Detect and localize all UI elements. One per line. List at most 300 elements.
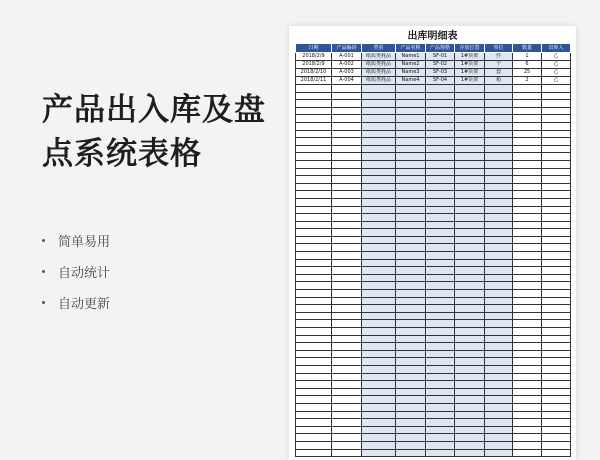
table-cell[interactable]	[542, 206, 571, 214]
table-cell[interactable]	[396, 312, 426, 320]
table-cell[interactable]	[296, 297, 332, 305]
table-cell[interactable]	[332, 221, 362, 229]
table-cell[interactable]	[396, 343, 426, 351]
table-cell[interactable]	[485, 328, 513, 336]
table-cell[interactable]	[455, 373, 485, 381]
table-cell[interactable]	[296, 343, 332, 351]
table-cell[interactable]	[332, 100, 362, 108]
table-cell[interactable]	[455, 145, 485, 153]
table-cell[interactable]	[362, 434, 396, 442]
table-cell[interactable]	[296, 365, 332, 373]
table-cell[interactable]	[485, 244, 513, 252]
table-cell[interactable]	[485, 297, 513, 305]
table-cell[interactable]	[513, 426, 542, 434]
table-cell[interactable]	[513, 198, 542, 206]
table-cell[interactable]	[542, 176, 571, 184]
table-cell[interactable]	[362, 198, 396, 206]
table-cell[interactable]	[332, 282, 362, 290]
table-cell[interactable]	[396, 130, 426, 138]
table-cell[interactable]	[426, 176, 455, 184]
table-cell[interactable]	[513, 282, 542, 290]
table-cell[interactable]	[362, 160, 396, 168]
table-cell[interactable]	[362, 274, 396, 282]
table-cell[interactable]	[426, 297, 455, 305]
table-cell[interactable]	[426, 229, 455, 237]
table-cell[interactable]	[426, 183, 455, 191]
table-cell[interactable]	[426, 221, 455, 229]
table-cell[interactable]	[396, 282, 426, 290]
table-cell[interactable]	[396, 290, 426, 298]
table-cell[interactable]	[396, 335, 426, 343]
table-cell[interactable]: 1#货架	[455, 61, 485, 69]
table-cell[interactable]	[542, 160, 571, 168]
table-cell[interactable]	[396, 358, 426, 366]
table-cell[interactable]	[455, 441, 485, 449]
table-cell[interactable]	[396, 206, 426, 214]
table-cell[interactable]	[513, 145, 542, 153]
table-cell[interactable]	[426, 236, 455, 244]
table-cell[interactable]: 乙	[542, 77, 571, 85]
table-cell[interactable]	[455, 419, 485, 427]
table-cell[interactable]	[455, 282, 485, 290]
table-cell[interactable]	[396, 198, 426, 206]
table-cell[interactable]	[542, 365, 571, 373]
table-cell[interactable]	[332, 274, 362, 282]
table-cell[interactable]	[426, 381, 455, 389]
table-cell[interactable]	[296, 214, 332, 222]
table-cell[interactable]	[542, 290, 571, 298]
table-cell[interactable]	[485, 358, 513, 366]
table-cell[interactable]	[362, 282, 396, 290]
table-cell[interactable]	[513, 297, 542, 305]
table-cell[interactable]	[485, 145, 513, 153]
table-cell[interactable]	[542, 221, 571, 229]
table-cell[interactable]	[332, 176, 362, 184]
table-cell[interactable]	[513, 396, 542, 404]
table-cell[interactable]	[513, 381, 542, 389]
table-cell[interactable]	[485, 176, 513, 184]
table-cell[interactable]	[396, 411, 426, 419]
table-cell[interactable]: 2	[513, 77, 542, 85]
table-cell[interactable]: SF-03	[426, 69, 455, 77]
table-cell[interactable]: 2018/2/11	[296, 77, 332, 85]
table-cell[interactable]	[485, 259, 513, 267]
table-cell[interactable]	[332, 381, 362, 389]
table-cell[interactable]: 件	[485, 53, 513, 61]
table-cell[interactable]	[296, 153, 332, 161]
table-cell[interactable]	[332, 388, 362, 396]
table-cell[interactable]	[362, 221, 396, 229]
table-cell[interactable]	[296, 244, 332, 252]
table-cell[interactable]	[362, 183, 396, 191]
table-cell[interactable]	[513, 229, 542, 237]
table-cell[interactable]	[426, 92, 455, 100]
table-cell[interactable]	[542, 358, 571, 366]
table-cell[interactable]	[513, 214, 542, 222]
table-cell[interactable]	[396, 100, 426, 108]
table-cell[interactable]	[396, 115, 426, 123]
table-cell[interactable]	[296, 138, 332, 146]
table-cell[interactable]	[426, 115, 455, 123]
table-cell[interactable]	[396, 350, 426, 358]
table-cell[interactable]	[296, 92, 332, 100]
table-cell[interactable]	[542, 328, 571, 336]
table-cell[interactable]	[332, 122, 362, 130]
table-cell[interactable]	[396, 320, 426, 328]
table-cell[interactable]	[296, 350, 332, 358]
table-cell[interactable]	[513, 267, 542, 275]
table-cell[interactable]	[332, 343, 362, 351]
table-cell[interactable]	[513, 350, 542, 358]
table-cell[interactable]	[296, 168, 332, 176]
table-cell[interactable]	[455, 229, 485, 237]
table-cell[interactable]	[426, 426, 455, 434]
table-cell[interactable]	[485, 252, 513, 260]
table-cell[interactable]	[513, 259, 542, 267]
table-cell[interactable]	[485, 365, 513, 373]
table-cell[interactable]: Name3	[396, 69, 426, 77]
table-cell[interactable]	[396, 244, 426, 252]
table-cell[interactable]	[513, 312, 542, 320]
table-cell[interactable]	[296, 115, 332, 123]
table-cell[interactable]	[485, 168, 513, 176]
table-cell[interactable]	[542, 419, 571, 427]
table-cell[interactable]	[513, 434, 542, 442]
table-cell[interactable]	[396, 191, 426, 199]
table-cell[interactable]	[485, 373, 513, 381]
table-cell[interactable]	[296, 358, 332, 366]
table-cell[interactable]	[455, 85, 485, 93]
table-cell[interactable]	[426, 388, 455, 396]
table-cell[interactable]	[332, 236, 362, 244]
table-cell[interactable]	[485, 221, 513, 229]
table-cell[interactable]	[542, 153, 571, 161]
table-cell[interactable]	[426, 274, 455, 282]
table-cell[interactable]	[542, 130, 571, 138]
table-cell[interactable]	[396, 441, 426, 449]
table-cell[interactable]	[455, 335, 485, 343]
table-cell[interactable]	[396, 168, 426, 176]
table-cell[interactable]: Name1	[396, 53, 426, 61]
table-cell[interactable]	[332, 267, 362, 275]
table-cell[interactable]	[296, 191, 332, 199]
table-cell[interactable]	[485, 198, 513, 206]
table-cell[interactable]	[426, 365, 455, 373]
table-cell[interactable]	[542, 198, 571, 206]
table-cell[interactable]	[426, 138, 455, 146]
table-cell[interactable]	[362, 115, 396, 123]
table-cell[interactable]	[485, 236, 513, 244]
table-cell[interactable]	[396, 434, 426, 442]
table-cell[interactable]	[426, 312, 455, 320]
table-cell[interactable]	[513, 358, 542, 366]
table-cell[interactable]	[332, 297, 362, 305]
table-cell[interactable]	[396, 396, 426, 404]
table-cell[interactable]	[542, 274, 571, 282]
table-cell[interactable]	[542, 267, 571, 275]
table-cell[interactable]	[426, 320, 455, 328]
table-cell[interactable]	[455, 411, 485, 419]
table-cell[interactable]	[455, 153, 485, 161]
table-cell[interactable]	[485, 92, 513, 100]
table-cell[interactable]: 纸质类耗品	[362, 61, 396, 69]
table-cell[interactable]: Name4	[396, 77, 426, 85]
table-cell[interactable]: 纸质类耗品	[362, 53, 396, 61]
table-cell[interactable]	[362, 358, 396, 366]
table-cell[interactable]	[455, 365, 485, 373]
table-cell[interactable]	[362, 244, 396, 252]
table-cell[interactable]	[542, 214, 571, 222]
table-cell[interactable]	[455, 320, 485, 328]
table-cell[interactable]	[542, 403, 571, 411]
table-cell[interactable]: 1#货架	[455, 53, 485, 61]
table-cell[interactable]: SF-04	[426, 77, 455, 85]
table-cell[interactable]	[542, 305, 571, 313]
table-cell[interactable]	[362, 381, 396, 389]
table-cell[interactable]	[362, 297, 396, 305]
table-cell[interactable]	[485, 282, 513, 290]
table-cell[interactable]	[296, 328, 332, 336]
table-cell[interactable]	[362, 335, 396, 343]
table-cell[interactable]	[542, 434, 571, 442]
table-cell[interactable]	[513, 244, 542, 252]
table-cell[interactable]	[396, 449, 426, 457]
table-cell[interactable]	[513, 305, 542, 313]
table-cell[interactable]	[332, 403, 362, 411]
table-cell[interactable]	[396, 236, 426, 244]
table-cell[interactable]	[396, 381, 426, 389]
table-cell[interactable]: A-004	[332, 77, 362, 85]
table-cell[interactable]: Name2	[396, 61, 426, 69]
table-cell[interactable]	[396, 388, 426, 396]
table-cell[interactable]: 6	[513, 61, 542, 69]
table-cell[interactable]	[485, 153, 513, 161]
table-cell[interactable]	[513, 365, 542, 373]
table-cell[interactable]	[426, 198, 455, 206]
table-cell[interactable]	[426, 145, 455, 153]
table-cell[interactable]	[296, 381, 332, 389]
table-cell[interactable]	[542, 411, 571, 419]
table-cell[interactable]	[296, 206, 332, 214]
table-cell[interactable]	[455, 130, 485, 138]
table-cell[interactable]	[362, 343, 396, 351]
table-cell[interactable]	[542, 343, 571, 351]
table-cell[interactable]	[455, 160, 485, 168]
table-cell[interactable]	[513, 449, 542, 457]
table-cell[interactable]	[362, 373, 396, 381]
table-cell[interactable]	[513, 85, 542, 93]
table-cell[interactable]: A-003	[332, 69, 362, 77]
table-cell[interactable]	[513, 130, 542, 138]
table-cell[interactable]	[513, 252, 542, 260]
table-cell[interactable]	[296, 335, 332, 343]
table-cell[interactable]	[296, 107, 332, 115]
table-cell[interactable]	[455, 267, 485, 275]
table-cell[interactable]	[362, 214, 396, 222]
table-cell[interactable]	[426, 191, 455, 199]
table-cell[interactable]	[542, 297, 571, 305]
table-cell[interactable]	[455, 191, 485, 199]
table-cell[interactable]	[485, 396, 513, 404]
table-cell[interactable]	[542, 229, 571, 237]
table-cell[interactable]	[296, 411, 332, 419]
table-cell[interactable]	[362, 138, 396, 146]
table-cell[interactable]: 1	[513, 53, 542, 61]
table-cell[interactable]	[485, 419, 513, 427]
table-cell[interactable]	[362, 419, 396, 427]
table-cell[interactable]	[426, 411, 455, 419]
table-cell[interactable]	[332, 153, 362, 161]
table-cell[interactable]	[396, 426, 426, 434]
table-cell[interactable]	[332, 305, 362, 313]
table-cell[interactable]	[485, 214, 513, 222]
table-cell[interactable]	[485, 343, 513, 351]
table-cell[interactable]	[332, 191, 362, 199]
table-cell[interactable]	[513, 320, 542, 328]
table-cell[interactable]	[485, 381, 513, 389]
table-cell[interactable]	[485, 426, 513, 434]
table-cell[interactable]	[513, 206, 542, 214]
table-cell[interactable]	[455, 290, 485, 298]
table-cell[interactable]: 乙	[542, 61, 571, 69]
table-cell[interactable]: 箱	[485, 77, 513, 85]
table-cell[interactable]: 25	[513, 69, 542, 77]
table-cell[interactable]	[332, 145, 362, 153]
table-cell[interactable]	[485, 312, 513, 320]
table-cell[interactable]	[332, 206, 362, 214]
table-cell[interactable]	[296, 449, 332, 457]
table-cell[interactable]	[296, 252, 332, 260]
table-cell[interactable]	[455, 236, 485, 244]
table-cell[interactable]	[426, 290, 455, 298]
table-cell[interactable]	[332, 441, 362, 449]
table-cell[interactable]	[455, 350, 485, 358]
table-cell[interactable]	[485, 411, 513, 419]
table-cell[interactable]	[296, 312, 332, 320]
table-cell[interactable]	[332, 85, 362, 93]
table-cell[interactable]	[362, 252, 396, 260]
table-cell[interactable]	[396, 365, 426, 373]
table-cell[interactable]	[513, 160, 542, 168]
table-cell[interactable]	[296, 441, 332, 449]
table-cell[interactable]	[396, 373, 426, 381]
table-cell[interactable]: 2018/2/10	[296, 69, 332, 77]
table-cell[interactable]	[542, 426, 571, 434]
table-cell[interactable]	[455, 259, 485, 267]
table-cell[interactable]	[485, 290, 513, 298]
table-cell[interactable]	[426, 206, 455, 214]
table-cell[interactable]	[296, 122, 332, 130]
table-cell[interactable]	[426, 441, 455, 449]
table-cell[interactable]: 纸质类耗品	[362, 69, 396, 77]
table-cell[interactable]	[396, 267, 426, 275]
table-cell[interactable]	[513, 100, 542, 108]
table-cell[interactable]	[455, 122, 485, 130]
table-cell[interactable]	[426, 267, 455, 275]
table-cell[interactable]	[296, 259, 332, 267]
table-cell[interactable]	[542, 396, 571, 404]
table-cell[interactable]	[332, 198, 362, 206]
table-cell[interactable]	[332, 168, 362, 176]
table-cell[interactable]	[362, 107, 396, 115]
table-cell[interactable]	[426, 335, 455, 343]
table-cell[interactable]	[362, 153, 396, 161]
table-cell[interactable]	[296, 221, 332, 229]
table-cell[interactable]	[362, 449, 396, 457]
table-cell[interactable]	[513, 274, 542, 282]
table-cell[interactable]	[485, 388, 513, 396]
table-cell[interactable]	[362, 206, 396, 214]
table-cell[interactable]	[455, 221, 485, 229]
table-cell[interactable]	[332, 252, 362, 260]
table-cell[interactable]	[542, 191, 571, 199]
table-cell[interactable]: SF-01	[426, 53, 455, 61]
table-cell[interactable]	[362, 85, 396, 93]
table-cell[interactable]	[426, 168, 455, 176]
table-cell[interactable]	[362, 441, 396, 449]
table-cell[interactable]	[426, 259, 455, 267]
table-cell[interactable]	[296, 282, 332, 290]
table-cell[interactable]	[362, 229, 396, 237]
table-cell[interactable]	[296, 388, 332, 396]
table-cell[interactable]	[455, 198, 485, 206]
table-cell[interactable]	[455, 176, 485, 184]
table-cell[interactable]	[513, 419, 542, 427]
table-cell[interactable]	[332, 183, 362, 191]
table-cell[interactable]	[455, 396, 485, 404]
table-cell[interactable]	[296, 403, 332, 411]
table-cell[interactable]	[513, 107, 542, 115]
table-cell[interactable]	[426, 328, 455, 336]
table-cell[interactable]	[542, 138, 571, 146]
table-cell[interactable]	[513, 290, 542, 298]
table-cell[interactable]	[542, 236, 571, 244]
table-cell[interactable]	[332, 259, 362, 267]
table-cell[interactable]: 2018/2/9	[296, 53, 332, 61]
table-cell[interactable]	[542, 373, 571, 381]
table-cell[interactable]	[296, 198, 332, 206]
table-cell[interactable]	[362, 236, 396, 244]
table-cell[interactable]	[455, 244, 485, 252]
table-cell[interactable]	[396, 252, 426, 260]
table-cell[interactable]	[542, 335, 571, 343]
table-cell[interactable]	[396, 214, 426, 222]
table-cell[interactable]: A-002	[332, 61, 362, 69]
table-cell[interactable]	[485, 115, 513, 123]
table-cell[interactable]	[296, 130, 332, 138]
table-cell[interactable]	[426, 373, 455, 381]
table-cell[interactable]: 乙	[542, 69, 571, 77]
table-cell[interactable]	[542, 107, 571, 115]
table-cell[interactable]	[513, 122, 542, 130]
table-cell[interactable]	[426, 419, 455, 427]
table-cell[interactable]: 乙	[542, 53, 571, 61]
table-cell[interactable]	[455, 274, 485, 282]
table-cell[interactable]	[396, 183, 426, 191]
table-cell[interactable]	[426, 153, 455, 161]
table-cell[interactable]	[332, 328, 362, 336]
table-cell[interactable]	[455, 388, 485, 396]
table-cell[interactable]	[542, 381, 571, 389]
table-cell[interactable]	[396, 176, 426, 184]
table-cell[interactable]	[396, 160, 426, 168]
table-cell[interactable]	[542, 145, 571, 153]
table-cell[interactable]	[396, 145, 426, 153]
table-cell[interactable]	[396, 107, 426, 115]
table-cell[interactable]	[426, 350, 455, 358]
table-cell[interactable]	[332, 92, 362, 100]
table-cell[interactable]	[485, 191, 513, 199]
